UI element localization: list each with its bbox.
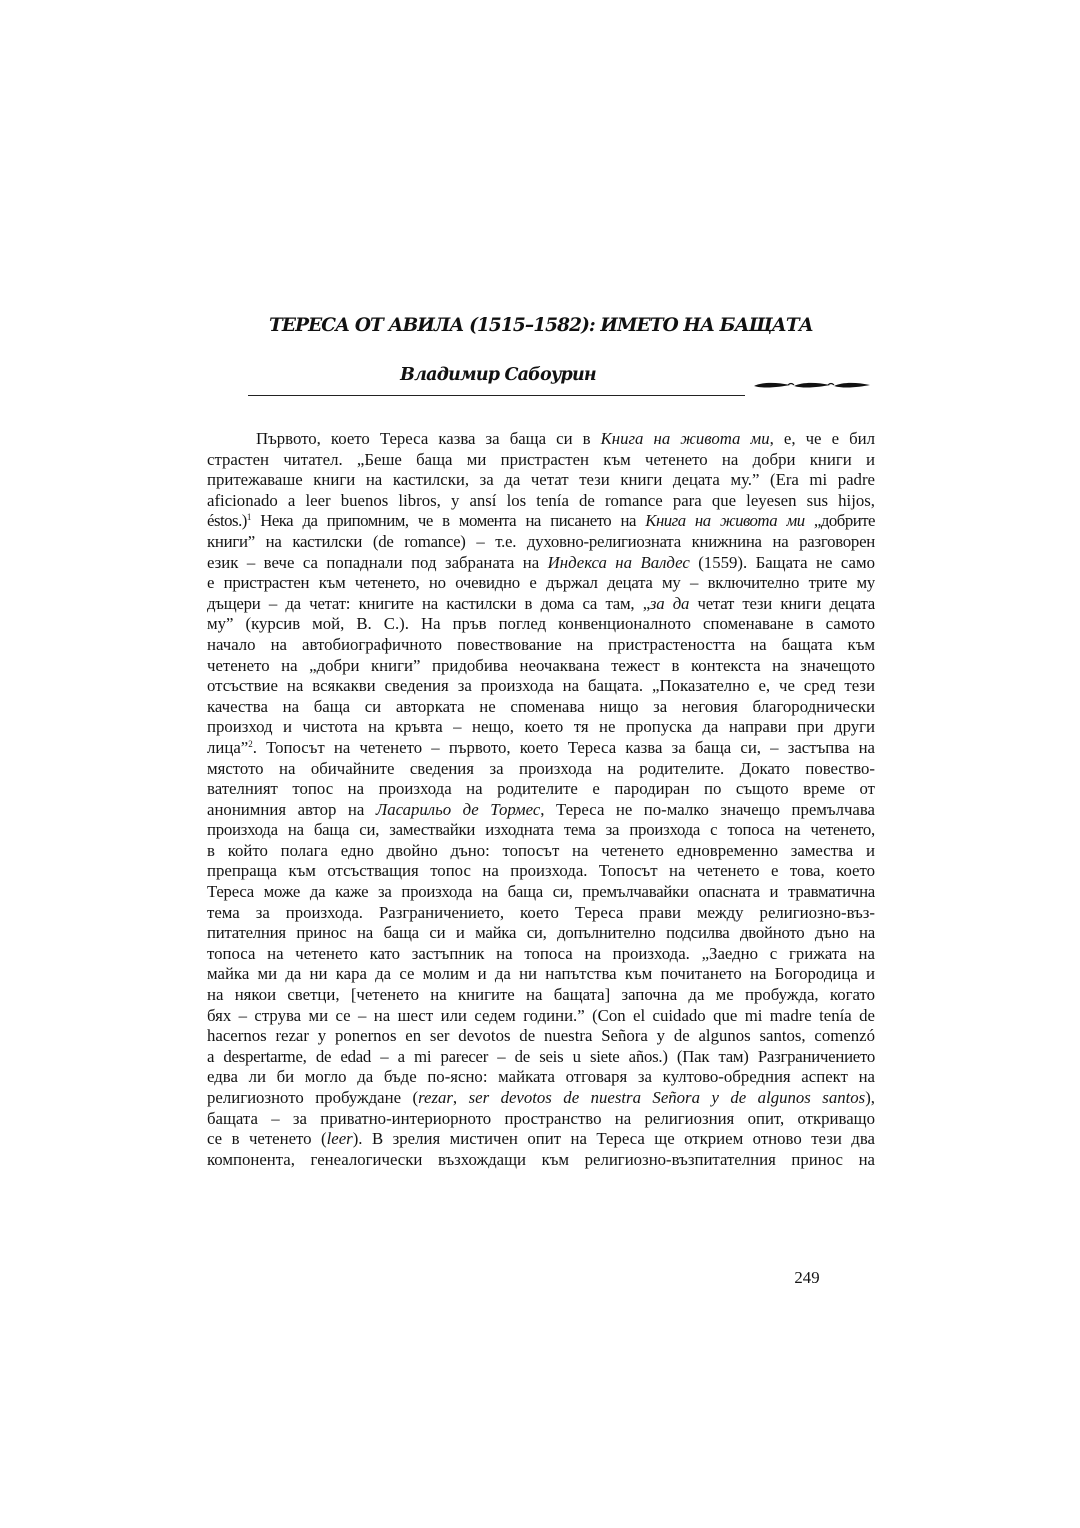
- text-segment: „добрите: [804, 511, 875, 531]
- text-segment: произход и чистота на кръвта – нещо, което тя не пропуска да направи при други: [207, 717, 875, 737]
- text-segment: притежаваше книги на кастилски, за да четат тези книги децата му.” (Era mi padre: [207, 470, 875, 490]
- text-segment: качества на баща си авторката не споменава нищо за неговия благороднически: [207, 696, 875, 716]
- text-segment: книги” на кастилски (de romance) – т.е. духовно-религиозната книжнина на разговорен: [207, 531, 875, 551]
- text-segment: hacernos rezar y ponernos en ser devotos de nuestra Señora y de algunos santos, comenzó: [207, 1026, 875, 1046]
- text-segment: религиозното пробуждане (: [207, 1088, 419, 1107]
- article-body: [207, 429, 875, 1170]
- text-segment: ,: [452, 1088, 469, 1107]
- text-segment: четенето на „добри книги” придобива неочаквана тежест в контекста на значещото: [207, 655, 875, 675]
- text-segment: дъщери – да четат: книгите на кастилски в дома са там, „: [207, 593, 650, 613]
- italic-text: Книга на живота ми: [600, 429, 770, 448]
- text-segment: препраща към отсъстващия топос на произхода. Топосът на четенето е това, което: [207, 861, 875, 881]
- italic-text: rezar: [418, 1088, 453, 1107]
- text-line: [207, 944, 875, 965]
- text-line: [207, 429, 875, 450]
- text-segment: му” (курсив мой, В. С.). На пръв поглед конвенционалното споменаване в самото: [207, 614, 875, 634]
- text-segment: . Топосът на четенето – първото, което Тереса казва за баща си, – застъпва на: [252, 737, 875, 757]
- text-segment: четат тези книги децата: [689, 593, 875, 613]
- footnote-ref: 2: [248, 738, 253, 749]
- text-line: [207, 450, 875, 471]
- text-segment: страстен читател. „Беше баща ми пристрастен към четенето на добри книги и: [207, 449, 875, 469]
- italic-text: за да: [649, 593, 690, 613]
- text-segment: топоса на четенето като застъпник на топоса на произхода. „Заедно с грижата на: [207, 943, 875, 963]
- text-line: [207, 1026, 875, 1047]
- text-segment: начало на автобиографичното повествование на пристрастеността на бащата към: [207, 634, 875, 654]
- text-line: [207, 1129, 875, 1150]
- text-segment: Първото, което Тереса казва за баща си в: [256, 429, 601, 448]
- text-line: [207, 1109, 875, 1130]
- text-line: [207, 964, 875, 985]
- author-name: Владимир Сабоурин: [400, 365, 596, 385]
- text-segment: (1559). Бащата не само: [689, 552, 875, 572]
- text-segment: на някои светци, [четенето на книгите на бащата] започна да ме пробужда, когато: [207, 985, 875, 1005]
- text-line: [207, 841, 875, 862]
- page-number: 249: [794, 1268, 820, 1287]
- italic-text: leer: [326, 1129, 353, 1149]
- text-segment: aficionado a leer buenos libros, y ansí los tenía de romance para que leyesen sus hijos,: [207, 490, 875, 510]
- text-segment: бях – струва ми се – на шест или седем години.” (Con el cuidado que mi madre tenía de: [207, 1005, 875, 1025]
- text-line: [207, 861, 875, 882]
- text-segment: тема за произхода. Разграничението, което Тереса прави между религиозно-въз-: [207, 902, 875, 922]
- text-line: [207, 553, 875, 574]
- title-underline: [248, 395, 745, 396]
- text-segment: произхода на баща си, замествайки изходната тема за произхода с топоса на четенето,: [207, 820, 875, 840]
- text-line: [207, 470, 875, 491]
- text-line: [207, 573, 875, 594]
- text-segment: ). В зрелия мистичен опит на Тереса ще открием отново тези два: [352, 1129, 875, 1149]
- article-title: ТЕРЕСА ОТ АВИЛА (1515–1582): ИМЕТО НА БАЩАТА: [269, 315, 813, 336]
- text-segment: , е, че е бил: [769, 429, 875, 448]
- text-segment: Нека да припомним, че в момента на писането на: [250, 511, 646, 531]
- text-segment: се в четенето (: [207, 1129, 327, 1149]
- text-line: [207, 697, 875, 718]
- text-segment: анонимния автор на: [207, 799, 376, 819]
- text-line: [207, 903, 875, 924]
- text-line: [207, 1067, 875, 1088]
- text-line: [207, 779, 875, 800]
- text-line: [207, 511, 875, 532]
- decorative-ornament: [752, 377, 874, 393]
- text-segment: лица”: [207, 737, 249, 757]
- text-segment: е пристрастен към четенето, но очевидно е държал децата му – включително трите му: [207, 573, 875, 593]
- text-line: [207, 923, 875, 944]
- text-line: [207, 532, 875, 553]
- text-line: [207, 717, 875, 738]
- text-segment: компонента, генеалогически възхождащи към религиозно-възпитателния принос на: [207, 1149, 875, 1169]
- text-segment: éstos.): [207, 511, 247, 531]
- text-line: [207, 738, 875, 759]
- text-segment: вателният топос на произхода на родителите е пародиран по същото време от: [207, 779, 875, 799]
- text-line: [207, 491, 875, 512]
- text-line: [207, 759, 875, 780]
- text-line: [207, 1006, 875, 1027]
- text-segment: език – вече са попаднали под забраната на: [207, 552, 548, 572]
- text-segment: a despertarme, de edad – a mi parecer – de seis u siete años.) (Пак там) Разграничението: [207, 1046, 875, 1066]
- text-line: [207, 882, 875, 903]
- italic-text: Книга на живота ми: [645, 511, 805, 531]
- text-line: [207, 1047, 875, 1068]
- text-segment: Тереса може да каже за произхода на баща си, премълчавайки опасната и травматична: [207, 882, 875, 902]
- text-segment: бащата – за приватно-интериорното пространство на религиозния опит, откриващо: [207, 1108, 875, 1128]
- text-line: [207, 656, 875, 677]
- text-segment: ),: [865, 1088, 875, 1107]
- text-line: [207, 594, 875, 615]
- text-line: [207, 1150, 875, 1171]
- text-segment: питателния принос на баща си и майка си, допълнително подсилва двойното дъно на: [207, 923, 875, 943]
- italic-text: Ласарильо де Тормес: [375, 799, 541, 819]
- text-line: [207, 985, 875, 1006]
- text-segment: отсъствие на всякакви сведения за произхода на бащата. „Показателно е, че сред тези: [207, 676, 875, 696]
- text-line: [207, 820, 875, 841]
- italic-text: Индекса на Валдес: [547, 552, 690, 572]
- text-line: [207, 1088, 875, 1109]
- text-segment: в който полага едно двойно дъно: топосът на четенето едновременно замества и: [207, 840, 875, 860]
- text-line: [207, 676, 875, 697]
- text-line: [207, 614, 875, 635]
- text-line: [207, 635, 875, 656]
- text-segment: мястото на обичайните сведения за произхода на родителите. Докато повество-: [207, 758, 875, 778]
- text-segment: майка ми да ни кара да се молим и да ни напътства към почитането на Богородица и: [207, 964, 875, 984]
- italic-text: ser devotos de nuestra Señora y de algunos santos: [468, 1088, 866, 1107]
- text-segment: , Тереса не по-малко значещо премълчава: [540, 799, 875, 819]
- footnote-ref: 1: [246, 512, 251, 523]
- text-line: [207, 800, 875, 821]
- text-segment: едва ли би могло да бъде по-ясно: майката отговаря за култово-обредния аспект на: [207, 1067, 875, 1087]
